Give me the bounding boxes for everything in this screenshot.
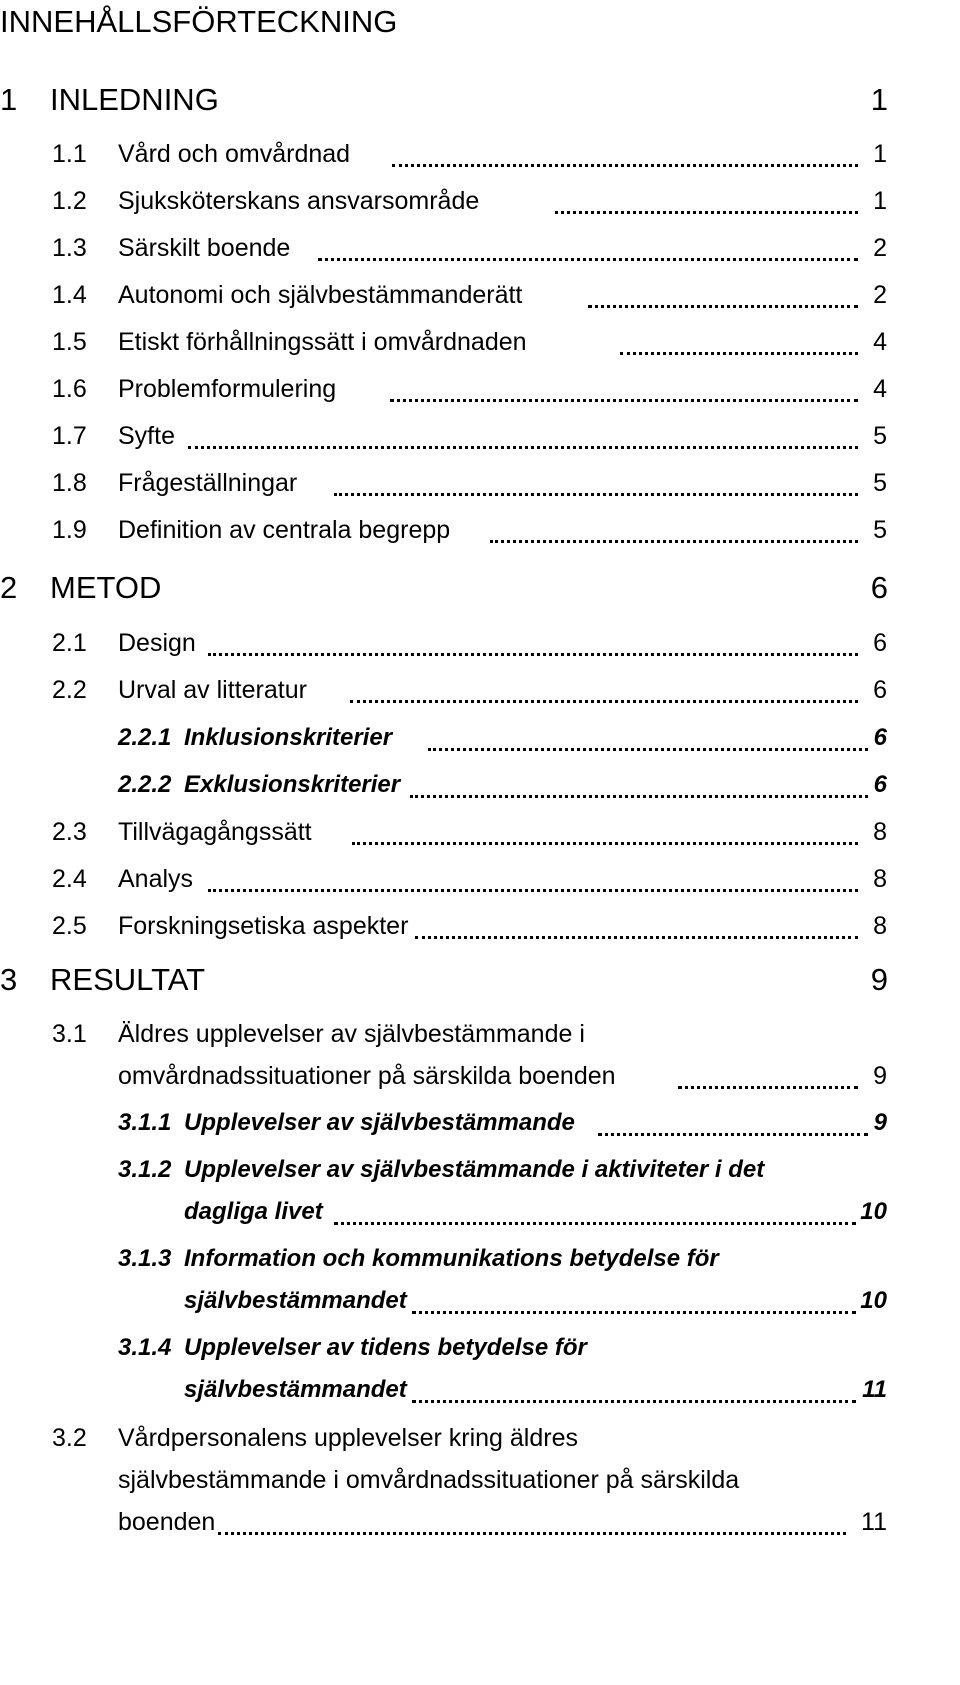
toc-leader [412, 1311, 856, 1314]
section-number: 3.1 [52, 1020, 87, 1048]
section-title[interactable]: Forskningsetiska aspekter [118, 912, 409, 940]
section-number: 1.6 [52, 375, 87, 403]
toc-leader [620, 352, 858, 355]
toc-leader [678, 1086, 858, 1089]
subsection-number: 3.1.3 [118, 1245, 172, 1272]
subsection-page: 11 [862, 1376, 887, 1403]
section-title-line2[interactable]: omvårdnadssituationer på särskilda boenden [118, 1062, 616, 1090]
section-number: 1.8 [52, 469, 87, 497]
section-page: 8 [873, 818, 887, 846]
section-title[interactable]: Autonomi och självbestämmanderätt [118, 281, 523, 309]
subsection-title[interactable]: Inklusionskriterier [184, 724, 393, 751]
section-number: 2.1 [52, 629, 87, 657]
toc-leader [428, 748, 868, 751]
section-page: 9 [873, 1062, 887, 1090]
section-page: 1 [873, 187, 887, 215]
subsection-page: 6 [873, 771, 887, 798]
section-page: 2 [873, 234, 887, 262]
section-page: 4 [873, 375, 887, 403]
toc-leader [390, 399, 858, 402]
chapter-title[interactable]: INLEDNING [50, 82, 219, 117]
section-title[interactable]: Tillvägagångssätt [118, 818, 312, 846]
chapter-number: 1 [0, 82, 18, 117]
subsection-title-line1[interactable]: Information och kommunikations betydelse för [184, 1245, 719, 1272]
section-number: 2.5 [52, 912, 87, 940]
subsection-title-line2[interactable]: självbestämmandet [184, 1376, 407, 1403]
subsection-title-line2[interactable]: självbestämmandet [184, 1287, 407, 1314]
section-number: 1.7 [52, 422, 87, 450]
toc-leader [415, 936, 858, 939]
toc-leader [350, 700, 858, 703]
toc-leader [588, 305, 858, 308]
section-title-line2[interactable]: självbestämmande i omvårdnadssituationer på särskilda [118, 1466, 740, 1494]
toc-leader [218, 1532, 846, 1535]
section-number: 1.5 [52, 328, 87, 356]
toc-leader [412, 1400, 856, 1403]
section-number: 2.2 [52, 676, 87, 704]
subsection-page: 6 [873, 724, 887, 751]
subsection-number: 2.2.2 [118, 771, 172, 798]
section-number: 1.9 [52, 516, 87, 544]
toc-leader [392, 164, 858, 167]
toc-leader [334, 493, 858, 496]
section-page: 5 [873, 469, 887, 497]
section-title[interactable]: Design [118, 629, 196, 657]
toc-leader [334, 1222, 856, 1225]
section-page: 8 [873, 912, 887, 940]
toc-leader [410, 795, 868, 798]
subsection-title[interactable]: Upplevelser av självbestämmande [184, 1109, 575, 1136]
section-page: 6 [873, 676, 887, 704]
toc-leader [188, 446, 858, 449]
subsection-number: 3.1.2 [118, 1156, 172, 1183]
subsection-title[interactable]: Exklusionskriterier [184, 771, 401, 798]
subsection-number: 3.1.1 [118, 1109, 172, 1136]
chapter-number: 2 [0, 570, 18, 605]
section-title[interactable]: Vård och omvårdnad [118, 140, 351, 168]
section-title-line1[interactable]: Äldres upplevelser av självbestämmande i [118, 1020, 585, 1048]
chapter-page: 9 [870, 962, 888, 997]
toc-leader [490, 540, 858, 543]
section-page: 11 [861, 1508, 887, 1536]
chapter-title[interactable]: RESULTAT [50, 962, 206, 997]
section-title[interactable]: Problemformulering [118, 375, 337, 403]
section-number: 2.4 [52, 865, 87, 893]
section-number: 1.1 [52, 140, 87, 168]
section-title-line3[interactable]: boenden [118, 1508, 216, 1536]
toc-leader [598, 1133, 868, 1136]
chapter-number: 3 [0, 962, 18, 997]
subsection-page: 9 [873, 1109, 887, 1136]
section-title[interactable]: Syfte [118, 422, 175, 450]
section-page: 6 [873, 629, 887, 657]
section-page: 4 [873, 328, 887, 356]
toc-leader [318, 258, 858, 261]
section-number: 1.2 [52, 187, 87, 215]
subsection-number: 3.1.4 [118, 1334, 172, 1361]
subsection-title-line1[interactable]: Upplevelser av självbestämmande i aktiviteter i det [184, 1156, 765, 1183]
section-title[interactable]: Sjuksköterskans ansvarsområde [118, 187, 480, 215]
toc-leader [555, 211, 858, 214]
toc-leader [208, 889, 858, 892]
section-title[interactable]: Definition av centrala begrepp [118, 516, 451, 544]
section-title[interactable]: Frågeställningar [118, 469, 298, 497]
subsection-number: 2.2.1 [118, 724, 172, 751]
section-title-line1[interactable]: Vårdpersonalens upplevelser kring äldres [118, 1424, 578, 1452]
section-number: 2.3 [52, 818, 87, 846]
subsection-page: 10 [860, 1287, 887, 1314]
section-page: 2 [873, 281, 887, 309]
section-title[interactable]: Analys [118, 865, 194, 893]
chapter-title[interactable]: METOD [50, 570, 162, 605]
section-page: 1 [873, 140, 887, 168]
section-title[interactable]: Urval av litteratur [118, 676, 307, 704]
toc-heading: INNEHÅLLSFÖRTECKNING [0, 4, 398, 39]
section-number: 1.3 [52, 234, 87, 262]
subsection-title-line2[interactable]: dagliga livet [184, 1198, 323, 1225]
toc-leader [352, 842, 858, 845]
section-title[interactable]: Etiskt förhållningssätt i omvårdnaden [118, 328, 527, 356]
section-page: 5 [873, 516, 887, 544]
section-page: 5 [873, 422, 887, 450]
subsection-title-line1[interactable]: Upplevelser av tidens betydelse för [184, 1334, 587, 1361]
section-number: 1.4 [52, 281, 87, 309]
section-number: 3.2 [52, 1424, 87, 1452]
section-title[interactable]: Särskilt boende [118, 234, 291, 262]
section-page: 8 [873, 865, 887, 893]
chapter-page: 1 [870, 82, 888, 117]
toc-leader [208, 653, 858, 656]
chapter-page: 6 [870, 570, 888, 605]
subsection-page: 10 [860, 1198, 887, 1225]
